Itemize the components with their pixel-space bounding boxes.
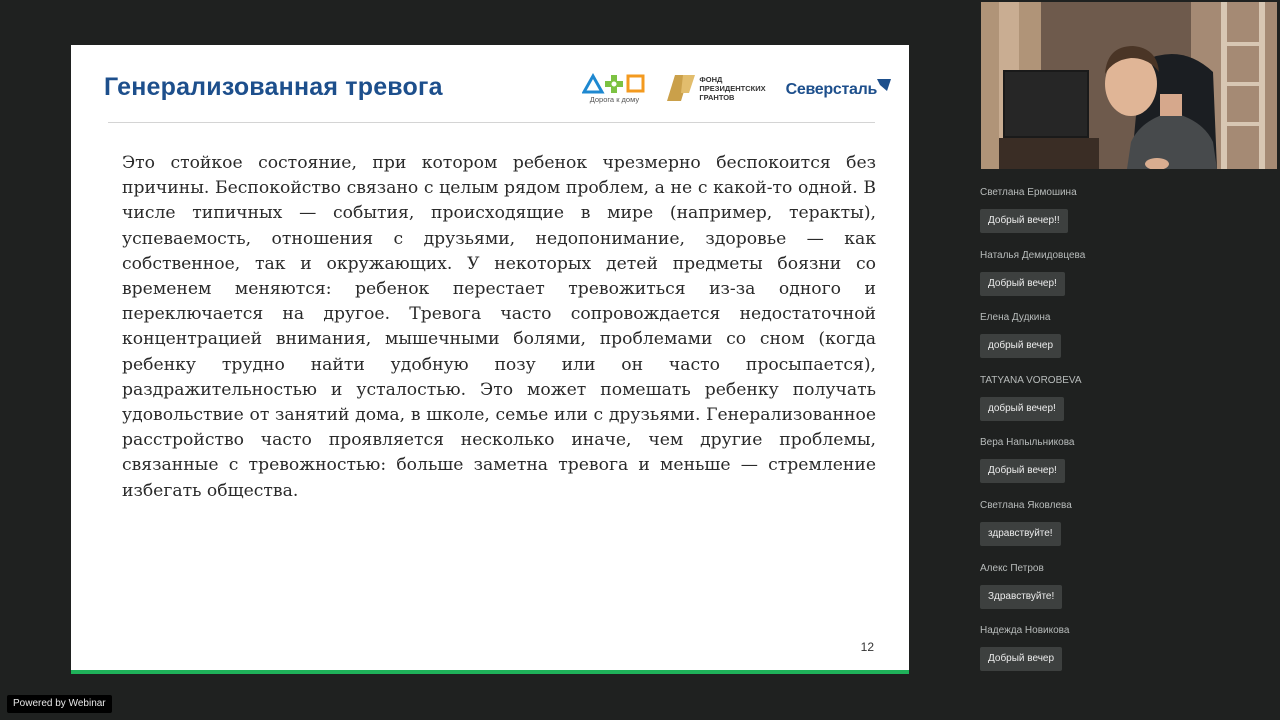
fond-emblem-icon (667, 73, 695, 103)
fond-text: ФОНД ПРЕЗИДЕНТСКИХ ГРАНТОВ (699, 74, 766, 102)
partner-logos (581, 67, 891, 109)
chat-author: Вера Напыльникова (980, 437, 1075, 449)
webcam-video-icon (981, 2, 1277, 169)
chat-author: Надежда Новикова (980, 625, 1070, 637)
doroga-caption: Дорога к дому (589, 95, 640, 104)
chat-message (980, 249, 1270, 312)
chat-bubble: Добрый вечер! (980, 272, 1065, 296)
title-divider (108, 122, 875, 123)
chat-bubble: Здравствуйте! (980, 585, 1062, 609)
chat-feed (980, 186, 1270, 687)
chat-bubble: добрый вечер! (980, 397, 1064, 421)
fond-grantov-logo (667, 73, 765, 103)
chat-bubble: Добрый вечер! (980, 459, 1065, 483)
chat-message (980, 499, 1270, 562)
presenter-webcam[interactable] (981, 2, 1277, 169)
chat-author: TATYANA VOROBEVA (980, 374, 1082, 386)
chat-bubble: Добрый вечер (980, 647, 1062, 671)
chat-message (980, 186, 1270, 249)
chat-bubble: здравствуйте! (980, 522, 1061, 546)
chat-message (980, 311, 1270, 374)
chat-message (980, 374, 1270, 437)
slide-body-text: Это стойкое состояние, при котором ребенок чрезмерно беспокоится без причины. Беспокойство связано с целым рядом проблем, а не с какой-то одной. В числе типичных — события, происходящие в мире (например, теракты), успеваемость, отношения с друзьями, недопонимание, здоровье — как собственное, так и окружающих. У некоторых детей предметы боязни со временем меняются: ребенок перестает тревожиться из-за одного и переключается на другое. Тревога часто сопровождается недостаточной концентрацией внимания, мышечными болями, проблемами со сном (когда ребенку трудно найти удобную позу или он часто просыпается), раздражительностью и усталостью. Это может помешать ребенку получать удовольствие от занятий дома, в школе, семье или с друзьями. Генерализованное расстройство часто проявляется несколько иначе, чем другие проблемы, связанные с тревожностью: больше заметна тревога и меньше — стремление избегать общества. (122, 153, 876, 501)
chat-author: Наталья Демидовцева (980, 249, 1086, 261)
chat-author: Алекс Петров (980, 562, 1044, 574)
chat-bubble: добрый вечер (980, 334, 1061, 358)
doroga-k-domu-logo (581, 72, 647, 104)
severstal-text: Северсталь (785, 81, 877, 98)
chat-author: Светлана Яковлева (980, 499, 1072, 511)
severstal-emblem-icon (877, 77, 891, 99)
slide-accent-bar (71, 670, 909, 674)
chat-bubble: Добрый вечер!! (980, 209, 1068, 233)
powered-by-webinar-link[interactable]: Powered by Webinar (7, 695, 112, 713)
severstal-logo (786, 77, 891, 99)
slide-title: Генерализованная тревога (104, 73, 443, 101)
presentation-slide (71, 45, 909, 674)
chat-message (980, 436, 1270, 499)
doroga-shapes-icon (582, 72, 646, 94)
slide-page-number: 12 (860, 640, 874, 654)
chat-message (980, 624, 1270, 687)
chat-author: Елена Дудкина (980, 312, 1051, 324)
chat-message (980, 562, 1270, 625)
chat-author: Светлана Ермошина (980, 187, 1077, 198)
